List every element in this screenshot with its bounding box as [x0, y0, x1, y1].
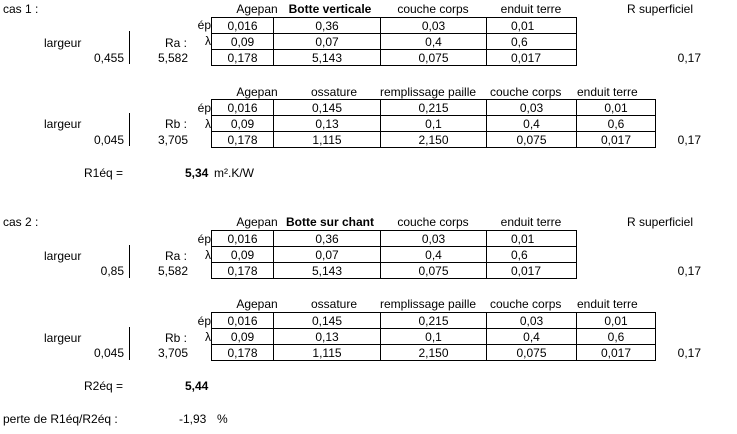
table-row — [212, 231, 577, 247]
cas2-b-header-4: enduit terre — [577, 297, 638, 311]
table-cell: 0,4 — [487, 116, 577, 132]
table-cell: 2,150 — [381, 345, 487, 361]
table-cell: 0,145 — [274, 313, 381, 329]
table-cell: 0,1 — [381, 329, 487, 345]
cas1-largeur-label-b: largeur — [44, 117, 82, 131]
cas1-b-row-label-lambda: λ — [205, 117, 211, 131]
divider — [129, 327, 130, 360]
cas1-a-header-1: Botte verticale — [288, 2, 372, 16]
table-row — [212, 18, 577, 34]
table-cell: 0,215 — [381, 313, 487, 329]
cas2-a-row-label-ep: ép — [197, 232, 211, 246]
cas1-b-header-2: remplissage paille — [380, 85, 477, 99]
table-cell: 0,36 — [274, 18, 381, 34]
table-cell: 0,178 — [212, 50, 274, 66]
cas2-b-header-3: couche corps — [490, 297, 562, 311]
cas2-b-header-1: ossature — [310, 297, 358, 311]
cas2-b-header-2: remplissage paille — [380, 297, 477, 311]
table-cell: 5,143 — [274, 50, 381, 66]
cas1-a-header-3: enduit terre — [500, 2, 562, 16]
table-cell: 0,6 — [487, 247, 577, 263]
cas2-a-header-0: Agepan — [236, 215, 278, 229]
divider — [129, 245, 130, 278]
table-cell: 0,016 — [212, 231, 274, 247]
table-row — [212, 50, 577, 66]
cas2-ra-value: 5,582 — [157, 264, 188, 278]
cas1-a-header-2: couche corps — [397, 2, 469, 16]
table-cell: 5,143 — [274, 263, 381, 279]
table-cell: 0,09 — [212, 247, 274, 263]
cas1-largeur-b: 0,045 — [93, 133, 124, 147]
table-cell: 0,4 — [381, 247, 487, 263]
cas1-ra-value: 5,582 — [157, 51, 188, 65]
table-cell: 0,6 — [577, 116, 656, 132]
table-cell: 0,01 — [577, 100, 656, 116]
table-cell: 0,01 — [487, 18, 577, 34]
table-row — [212, 132, 656, 148]
table-cell: 0,016 — [212, 313, 274, 329]
table-cell: 0,178 — [212, 132, 274, 148]
table-cell: 0,01 — [487, 231, 577, 247]
cas1-b-header-4: enduit terre — [577, 85, 638, 99]
cas2-label: cas 2 : — [3, 215, 39, 229]
table-cell: 0,215 — [381, 100, 487, 116]
r1eq-unit: m².K/W — [214, 166, 254, 180]
table-row — [212, 263, 577, 279]
r1eq-value: 5,34 — [185, 166, 209, 180]
cas2-table-b — [211, 312, 656, 361]
cas2-largeur-b: 0,045 — [93, 346, 124, 360]
perte-value: -1,93 — [179, 412, 207, 426]
table-cell: 0,03 — [381, 18, 487, 34]
table-row — [212, 116, 656, 132]
cas2-r-superficiel-label: R superficiel — [627, 215, 694, 229]
cas1-largeur-label-a: largeur — [44, 36, 82, 50]
table-cell: 0,075 — [487, 132, 577, 148]
table-cell: 0,016 — [212, 18, 274, 34]
table-cell: 0,017 — [577, 345, 656, 361]
cas1-a-header-0: Agepan — [236, 2, 278, 16]
cas1-table-b — [211, 99, 656, 148]
cas1-b-header-0: Agepan — [236, 85, 278, 99]
cas2-r-sup-b: 0,17 — [677, 346, 701, 360]
cas1-r-superficiel-label: R superficiel — [627, 2, 694, 16]
table-cell: 0,178 — [212, 345, 274, 361]
table-row — [212, 329, 656, 345]
table-cell: 0,178 — [212, 263, 274, 279]
table-cell: 0,13 — [274, 116, 381, 132]
table-cell: 0,017 — [487, 263, 577, 279]
table-row — [212, 247, 577, 263]
table-cell: 0,145 — [274, 100, 381, 116]
table-cell: 0,075 — [381, 50, 487, 66]
table-cell: 0,03 — [381, 231, 487, 247]
table-row — [212, 34, 577, 50]
table-cell: 0,6 — [577, 329, 656, 345]
table-cell: 0,01 — [577, 313, 656, 329]
cas1-a-row-label-lambda: λ — [205, 34, 211, 48]
cas2-a-row-label-lambda: λ — [205, 248, 211, 262]
table-cell: 0,017 — [577, 132, 656, 148]
table-row — [212, 100, 656, 116]
table-row — [212, 345, 656, 361]
cas2-a-header-2: couche corps — [397, 215, 469, 229]
table-cell: 0,07 — [274, 34, 381, 50]
table-row — [212, 313, 656, 329]
cas1-largeur-a: 0,455 — [93, 51, 124, 65]
cas2-rb-value: 3,705 — [157, 346, 188, 360]
cas2-largeur-label-a: largeur — [44, 249, 82, 263]
divider — [129, 31, 130, 64]
perte-unit: % — [217, 412, 228, 426]
cas1-a-row-label-ep: ép — [197, 18, 211, 32]
r1eq-label: R1éq = — [84, 166, 124, 180]
table-cell: 1,115 — [274, 132, 381, 148]
table-cell: 0,03 — [487, 100, 577, 116]
cas1-b-row-label-ep: ép — [197, 101, 211, 115]
table-cell: 0,09 — [212, 116, 274, 132]
cas2-largeur-label-b: largeur — [44, 331, 82, 345]
cas2-ra-label: Ra : — [165, 249, 188, 263]
table-cell: 2,150 — [381, 132, 487, 148]
table-cell: 0,075 — [487, 345, 577, 361]
cas2-b-row-label-lambda: λ — [205, 330, 211, 344]
cas1-r-sup-b: 0,17 — [677, 133, 701, 147]
table-cell: 0,075 — [381, 263, 487, 279]
table-cell: 0,6 — [487, 34, 577, 50]
cas1-label: cas 1 : — [3, 2, 39, 16]
cas2-rb-label: Rb : — [165, 331, 188, 345]
cas2-largeur-a: 0,85 — [100, 264, 124, 278]
table-cell: 0,017 — [487, 50, 577, 66]
table-cell: 0,07 — [274, 247, 381, 263]
cas1-rb-value: 3,705 — [157, 133, 188, 147]
cas1-ra-label: Ra : — [165, 36, 188, 50]
divider — [129, 113, 130, 146]
cas2-table-a — [211, 230, 577, 279]
r2eq-value: 5,44 — [185, 379, 209, 393]
r2eq-label: R2éq = — [84, 379, 124, 393]
table-cell: 0,09 — [212, 329, 274, 345]
table-cell: 0,03 — [487, 313, 577, 329]
cas2-b-row-label-ep: ép — [197, 314, 211, 328]
table-cell: 0,4 — [381, 34, 487, 50]
table-cell: 0,09 — [212, 34, 274, 50]
cas1-r-sup-a: 0,17 — [677, 51, 701, 65]
cas2-r-sup-a: 0,17 — [677, 264, 701, 278]
cas2-a-header-1: Botte sur chant — [285, 215, 374, 229]
cas2-a-header-3: enduit terre — [500, 215, 562, 229]
table-cell: 0,4 — [487, 329, 577, 345]
cas1-b-header-1: ossature — [310, 85, 358, 99]
cas1-table-a — [211, 17, 577, 66]
perte-label: perte de R1éq/R2éq : — [3, 412, 118, 426]
table-cell: 1,115 — [274, 345, 381, 361]
cas1-b-header-3: couche corps — [490, 85, 562, 99]
table-cell: 0,1 — [381, 116, 487, 132]
table-cell: 0,36 — [274, 231, 381, 247]
cas2-b-header-0: Agepan — [236, 297, 278, 311]
table-cell: 0,13 — [274, 329, 381, 345]
table-cell: 0,016 — [212, 100, 274, 116]
cas1-rb-label: Rb : — [165, 117, 188, 131]
